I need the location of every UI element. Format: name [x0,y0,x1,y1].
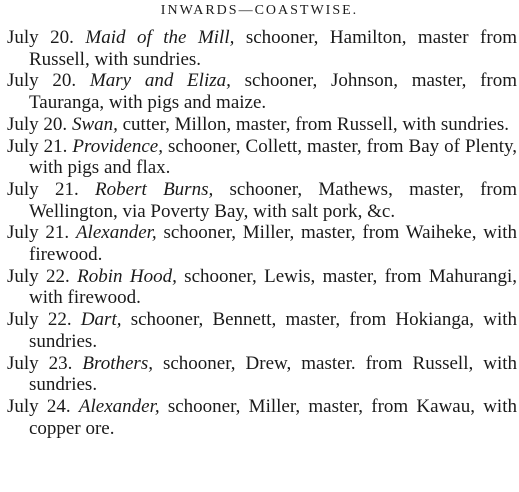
vessel-name: Robert Burns, [95,178,214,200]
entry-date: July 24. [7,395,71,417]
entry-details: schooner, Collett, master, from Bay of Plenty, with pigs and flax. [29,135,518,179]
shipping-entry [7,179,517,222]
entry-details: schooner, Bennett, master, from Hokianga, with sundries. [29,309,518,352]
vessel-name: Alexander, [78,395,160,417]
vessel-name: Dart, [80,309,122,331]
entry-date: July 22. [7,265,70,287]
entry-date: July 21. [7,222,70,244]
vessel-name: Mary and Eliza, [89,70,231,92]
shipping-entry [7,266,517,309]
shipping-entry [7,222,517,265]
shipping-entry [7,353,517,396]
entry-date: July 20. [7,113,68,135]
entry-date: July 23. [7,352,73,374]
shipping-entry [7,114,517,136]
vessel-name: Robin Hood, [77,265,177,287]
shipping-entry [7,396,517,439]
entry-details: schooner, Hamilton, master from Russell, with sundries. [29,27,517,70]
entry-date: July 21. [7,178,79,200]
entry-details: schooner, Miller, master, from Waiheke, with firewood. [29,222,518,266]
shipping-entries-list [7,27,517,439]
vessel-name: Alexander, [75,222,157,244]
shipping-entry [7,136,517,179]
vessel-name: Providence, [72,135,163,157]
vessel-name: Maid of the Mill, [85,27,235,48]
shipping-entry [7,27,517,70]
shipping-entry [7,309,517,352]
entry-details: schooner, Drew, master. from Russell, with sundries. [29,352,517,396]
entry-details: schooner, Miller, master, from Kawau, with copper ore. [29,395,517,439]
vessel-name: Brothers, [82,352,153,374]
shipping-entry [7,70,517,113]
vessel-name: Swan, [71,113,118,135]
entry-date: July 20. [7,70,77,92]
entry-details: schooner, Johnson, master, from Tauranga, with pigs and maize. [29,70,518,114]
entry-date: July 22. [7,309,72,331]
entry-date: July 21. [7,135,68,157]
entry-details: schooner, Lewis, master, from Mahurangi, with firewood. [29,265,517,309]
entry-date: July 20. [7,27,74,48]
entry-details: schooner, Mathews, master, from Wellington, via Poverty Bay, with salt pork, &c. [29,178,517,222]
entry-details: cutter, Millon, master, from Russell, with sundries. [122,113,509,135]
section-heading: INWARDS—COASTWISE. [160,3,359,18]
